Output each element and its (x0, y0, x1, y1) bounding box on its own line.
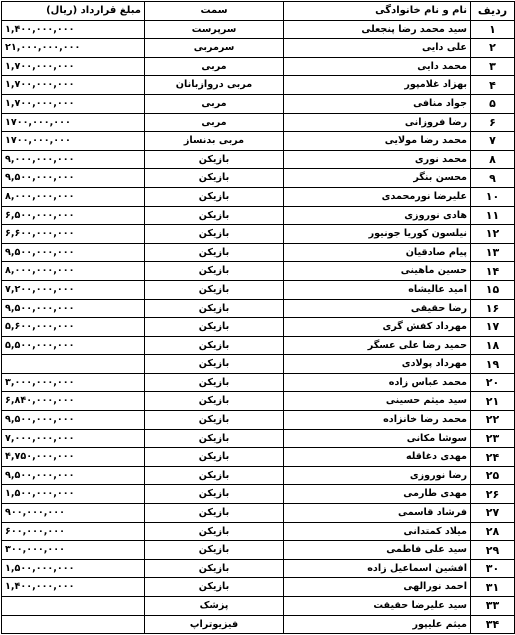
row-role: بازیکن (145, 578, 284, 597)
row-amount (2, 355, 145, 374)
header-role: سمت (145, 2, 284, 21)
row-role: بازیکن (145, 225, 284, 244)
table-row (2, 299, 515, 318)
row-role: مربی (145, 57, 284, 76)
row-role: بازیکن (145, 187, 284, 206)
row-role: مربی بدنساز (145, 132, 284, 151)
row-index: ۸ (471, 150, 515, 169)
row-amount: ۱,۴۰۰,۰۰۰,۰۰۰ (2, 578, 145, 597)
row-role: بازیکن (145, 541, 284, 560)
row-index: ۱۱ (471, 206, 515, 225)
row-role: بازیکن (145, 485, 284, 504)
row-role: سرمربی (145, 39, 284, 58)
row-name: رضا فروزانی (284, 113, 471, 132)
row-amount: ۶,۵۰۰,۰۰۰,۰۰۰ (2, 206, 145, 225)
table-row (2, 355, 515, 374)
row-index: ۲۷ (471, 504, 515, 523)
header-index: ردیف (471, 2, 515, 21)
table-row (2, 150, 515, 169)
row-name: محمد عباس زاده (284, 373, 471, 392)
row-name: سید میثم حسینی (284, 392, 471, 411)
row-amount: ۹,۵۰۰,۰۰۰,۰۰۰ (2, 411, 145, 430)
table-row (2, 448, 515, 467)
row-amount: ۹۰۰,۰۰۰,۰۰۰ (2, 504, 145, 523)
row-index: ۲ (471, 39, 515, 58)
row-index: ۱۸ (471, 336, 515, 355)
row-role: سرپرست (145, 20, 284, 39)
row-name: محمد نوری (284, 150, 471, 169)
row-index: ۱۵ (471, 280, 515, 299)
row-role: بازیکن (145, 206, 284, 225)
row-name: حسین ماهینی (284, 262, 471, 281)
table-row (2, 336, 515, 355)
row-amount: ۹,۰۰۰,۰۰۰,۰۰۰ (2, 150, 145, 169)
row-name: علی دایی (284, 39, 471, 58)
table-row (2, 373, 515, 392)
row-amount: ۲۱,۰۰۰,۰۰۰,۰۰۰ (2, 39, 145, 58)
row-name: محمد رضا مولایی (284, 132, 471, 151)
row-amount (2, 597, 145, 616)
row-index: ۳۴ (471, 615, 515, 634)
table-row (2, 429, 515, 448)
row-index: ۳۳ (471, 597, 515, 616)
row-index: ۵ (471, 94, 515, 113)
row-name: سید محمد رضا پنجعلی (284, 20, 471, 39)
row-role: پزشک (145, 597, 284, 616)
row-name: سید علیرضا حقیقت (284, 597, 471, 616)
row-amount: ۷,۲۰۰,۰۰۰,۰۰۰ (2, 280, 145, 299)
row-index: ۲۰ (471, 373, 515, 392)
row-amount: ۴,۷۵۰,۰۰۰,۰۰۰ (2, 448, 145, 467)
row-name: احمد نورالهی (284, 578, 471, 597)
row-role: بازیکن (145, 373, 284, 392)
table-row (2, 578, 515, 597)
row-name: بهزاد غلامپور (284, 76, 471, 95)
row-role: بازیکن (145, 299, 284, 318)
row-index: ۱۲ (471, 225, 515, 244)
table-row (2, 597, 515, 616)
table-row (2, 132, 515, 151)
table-row (2, 262, 515, 281)
row-index: ۳۰ (471, 559, 515, 578)
row-role: بازیکن (145, 169, 284, 188)
row-amount: ۱,۵۰۰,۰۰۰,۰۰۰ (2, 485, 145, 504)
table-row (2, 187, 515, 206)
header-name: نام و نام خانوادگی (284, 2, 471, 21)
row-amount: ۵,۵۰۰,۰۰۰,۰۰۰ (2, 336, 145, 355)
row-name: جواد منافی (284, 94, 471, 113)
row-name: سید علی فاطمی (284, 541, 471, 560)
row-amount: ۱,۷۰۰,۰۰۰,۰۰۰ (2, 76, 145, 95)
row-amount: ۵,۶۰۰,۰۰۰,۰۰۰ (2, 318, 145, 337)
row-name: مهرداد پولادی (284, 355, 471, 374)
table-row (2, 20, 515, 39)
row-name: رضا حقیقی (284, 299, 471, 318)
row-name: میلاد کمتدانی (284, 522, 471, 541)
row-amount: ۱,۵۰۰,۰۰۰,۰۰۰ (2, 559, 145, 578)
row-name: مهرداد کفش گری (284, 318, 471, 337)
row-role: بازیکن (145, 318, 284, 337)
row-index: ۲۱ (471, 392, 515, 411)
row-amount: ۹,۵۰۰,۰۰۰,۰۰۰ (2, 169, 145, 188)
row-amount: ۱۷۰۰,۰۰۰,۰۰۰ (2, 132, 145, 151)
row-name: محمد رضا خانزاده (284, 411, 471, 430)
row-name: سوشا مکانی (284, 429, 471, 448)
contracts-table (1, 1, 515, 634)
table-row (2, 522, 515, 541)
table-row (2, 392, 515, 411)
row-index: ۴ (471, 76, 515, 95)
table-row (2, 225, 515, 244)
header-amount: مبلغ قرارداد (ریال) (2, 2, 145, 21)
row-role: بازیکن (145, 336, 284, 355)
row-amount: ۶۰۰,۰۰۰,۰۰۰ (2, 522, 145, 541)
row-name: نیلسون کوریا جونیور (284, 225, 471, 244)
row-name: پیام صادقیان (284, 243, 471, 262)
row-amount (2, 615, 145, 634)
table-row (2, 615, 515, 634)
row-amount: ۶,۶۰۰,۰۰۰,۰۰۰ (2, 225, 145, 244)
row-role: بازیکن (145, 466, 284, 485)
row-name: فرشاد قاسمی (284, 504, 471, 523)
row-index: ۲۸ (471, 522, 515, 541)
row-name: محسن بنگر (284, 169, 471, 188)
row-index: ۲۴ (471, 448, 515, 467)
table-row (2, 39, 515, 58)
row-role: بازیکن (145, 262, 284, 281)
row-role: فیزیوتراپ (145, 615, 284, 634)
row-index: ۱ (471, 20, 515, 39)
row-index: ۱۹ (471, 355, 515, 374)
table-row (2, 504, 515, 523)
row-role: بازیکن (145, 522, 284, 541)
row-index: ۲۲ (471, 411, 515, 430)
table-row (2, 485, 515, 504)
row-amount: ۳,۰۰۰,۰۰۰,۰۰۰ (2, 373, 145, 392)
row-index: ۷ (471, 132, 515, 151)
table-row (2, 466, 515, 485)
row-amount: ۸,۰۰۰,۰۰۰,۰۰۰ (2, 187, 145, 206)
row-index: ۲۹ (471, 541, 515, 560)
row-amount: ۳۰۰,۰۰۰,۰۰۰ (2, 541, 145, 560)
row-amount: ۹,۵۰۰,۰۰۰,۰۰۰ (2, 299, 145, 318)
row-amount: ۸,۰۰۰,۰۰۰,۰۰۰ (2, 262, 145, 281)
row-index: ۳ (471, 57, 515, 76)
row-index: ۱۶ (471, 299, 515, 318)
row-role: بازیکن (145, 559, 284, 578)
row-name: رضا نوروزی (284, 466, 471, 485)
row-index: ۲۶ (471, 485, 515, 504)
row-name: امید عالیشاه (284, 280, 471, 299)
row-name: محمد دایی (284, 57, 471, 76)
table-row (2, 559, 515, 578)
row-amount: ۱۷۰۰,۰۰۰,۰۰۰ (2, 113, 145, 132)
row-name: مهدی دغاقله (284, 448, 471, 467)
row-name: علیرضا نورمحمدی (284, 187, 471, 206)
table-row (2, 57, 515, 76)
row-amount: ۹,۵۰۰,۰۰۰,۰۰۰ (2, 243, 145, 262)
table-row (2, 318, 515, 337)
row-role: بازیکن (145, 280, 284, 299)
row-index: ۱۰ (471, 187, 515, 206)
row-name: مهدی طارمی (284, 485, 471, 504)
row-role: بازیکن (145, 411, 284, 430)
header-row (2, 2, 515, 21)
row-role: بازیکن (145, 504, 284, 523)
row-role: بازیکن (145, 150, 284, 169)
row-index: ۹ (471, 169, 515, 188)
row-amount: ۶,۸۴۰,۰۰۰,۰۰۰ (2, 392, 145, 411)
row-name: میثم علیپور (284, 615, 471, 634)
row-amount: ۹,۵۰۰,۰۰۰,۰۰۰ (2, 466, 145, 485)
row-role: بازیکن (145, 243, 284, 262)
table-row (2, 94, 515, 113)
row-index: ۳۱ (471, 578, 515, 597)
row-role: بازیکن (145, 355, 284, 374)
row-index: ۲۵ (471, 466, 515, 485)
row-name: حمید رضا علی عسگر (284, 336, 471, 355)
row-amount: ۱,۷۰۰,۰۰۰,۰۰۰ (2, 57, 145, 76)
row-role: بازیکن (145, 429, 284, 448)
table-row (2, 113, 515, 132)
table-row (2, 76, 515, 95)
table-row (2, 169, 515, 188)
row-role: مربی (145, 113, 284, 132)
row-role: مربی (145, 94, 284, 113)
row-amount: ۱,۷۰۰,۰۰۰,۰۰۰ (2, 94, 145, 113)
row-index: ۲۳ (471, 429, 515, 448)
row-role: بازیکن (145, 392, 284, 411)
row-amount: ۷,۰۰۰,۰۰۰,۰۰۰ (2, 429, 145, 448)
table-row (2, 243, 515, 262)
table-row (2, 411, 515, 430)
row-index: ۱۴ (471, 262, 515, 281)
row-role: مربی دروازبانان (145, 76, 284, 95)
row-index: ۱۷ (471, 318, 515, 337)
row-role: بازیکن (145, 448, 284, 467)
table-row (2, 280, 515, 299)
table-body (2, 20, 515, 634)
row-index: ۶ (471, 113, 515, 132)
row-index: ۱۳ (471, 243, 515, 262)
row-name: هادی نوروزی (284, 206, 471, 225)
table-row (2, 206, 515, 225)
row-amount: ۱,۴۰۰,۰۰۰,۰۰۰ (2, 20, 145, 39)
row-name: افشین اسماعیل زاده (284, 559, 471, 578)
table-row (2, 541, 515, 560)
